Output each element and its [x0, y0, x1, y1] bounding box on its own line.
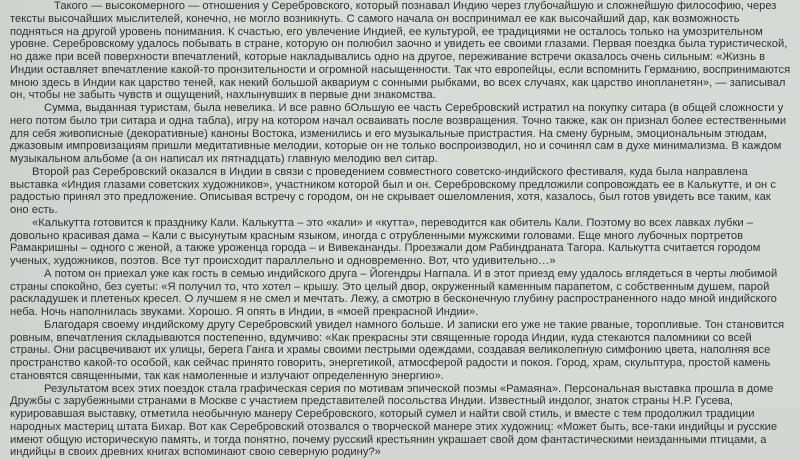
- paragraph-6: Благодаря своему индийскому другу Серебровский увидел намного больше. И записки его уже не такие рваные, торопливые. Тон становится ровным, впечатления складываются постепенно, вдумчиво: «Как прекрасны эти священные города Индии, куда стекаются паломники со всей страны. Они расцвечивают их улицы, берега Ганга и храмы своими пестрыми одеждами, создавая великолепную симфонию цвета, наполняя все пространство какой-то особой, как сейчас принято говорить, энергетикой, атмосферой радости и покоя. Город, храм, скульптура, простой камень становятся священными, так как намоленные и излучают определенную энергию».: [10, 319, 792, 383]
- paragraph-4: «Калькутта готовится к празднику Кали. Калькутта – это «кали» и «кутта», переводится как обитель Кали. Поэтому во всех лавках лубки – довольно красивая дама – Кали с высунутым красным языком, иногда с отрубленными мужскими головами. Еще много лубочных портретов Рамакришны – одного с женой, а также уроженца города – и Вивекананды. Проезжали дом Рабиндраната Тагора. Калькутта считается городом ученых, художников, поэтов. Все тут происходит параллельно и одновременно. Вот, что удивительно…»: [10, 217, 792, 268]
- paragraph-3: Второй раз Серебровский оказался в Индии в связи с проведением совместного советско-индийского фестиваля, куда была направлена выставка «Индия глазами советских художников», участником которой был и он. Серебровскому предложили сопровождать ее в Калькутте, и он с радостью принял это предложение. Описывая встречу с городом, он не скрывает ошеломления, хотя, казалось, был готов увидеть все таким, как оно есть.: [10, 166, 792, 217]
- paragraph-7: Результатом всех этих поездок стала графическая серия по мотивам эпической поэмы «Рамаяна». Персональная выставка прошла в доме Дружбы с зарубежными странами в Москве с участием представителей посольства Индии. Известный индолог, знаток страны Н.Р. Гусева, курировавшая выставку, отметила необычную манеру Серебровского, который сумел и найти свой стиль, и вместе с тем продолжил традиции народных мастериц штата Бихар. Вот как Серебровский отозвался о творческой манере этих художниц: «Может быть, все-таки индийцы и русские имеют общую историческую память, и тогда понятно, почему русский крестьянин украшает свой дом фантастическими неизданными птицами, а индийцы в своих древних книгах вспоминают свою северную родину?»: [10, 383, 792, 459]
- paragraph-1: Такого — высокомерного — отношения у Серебровского, который познавал Индию через глубочайшую и сложнейшую философию, через тексты высочайших мыслителей, конечно, не могло возникнуть. С самого начала он воспринимал ее как высочайший дар, как возможность подняться на другой уровень понимания. К счастью, его увлечение Индией, ее культурой, ее традициями не осталось только на умозрительном уровне. Серебровскому удалось побывать в стране, которую он полюбил заочно и увидеть ее своими глазами. Первая поездка была туристической, но даже при всей поверхности впечатлений, которые накладывались одно на другое, переживание встречи оказалось очень сильным: «Жизнь в Индии оставляет впечатление какой-то пронзительности и огромной насыщенности. Так что европейцы, если вспомнить Германию, воспринимаются мною здесь в Индии как царство теней, как некий большой аквариум с сонными рыбками, во всех случаях, как царство инопланетян», — записывал он, чтобы не забыть чувств и ощущений, нахлынувших в первые дни знакомства.: [10, 0, 792, 102]
- paragraph-2: Сумма, выданная туристам, была невелика. И все равно бОльшую ее часть Серебровский истратил на покупку ситара (в общей сложности у него потом было три ситара и одна табла), игру на котором начал осваивать после возвращения. Точно также, как он признал более естественными для себя живописные (декоративные) каноны Востока, изменились и его музыкальные пристрастия. На смену бурным, эмоциональным этюдам, джазовым импровизациям пришли медитативные мелодии, которые он не только воспроизводил, но и сочинял сам в духе минимализма. В каждом музыкальном альбоме (а он написал их пятнадцать) главную мелодию вел ситар.: [10, 102, 792, 166]
- paragraph-5: А потом он приехал уже как гость в семью индийского друга – Йогендры Нагпала. И в этот приезд ему удалось вглядеться в черты любимой страны спокойно, без суеты: «Я получил то, что хотел – крышу. Это целый двор, окруженный каменным парапетом, с собственным душем, парой раскладушек и плетеных кресел. О лучшем я не смел и мечтать. Лежу, а смотрю в бесконечную глубину распространенного надо мной индийского неба. Ночь наполнилась звуками. Хорошо. Я опять в Индии, в «моей прекрасной Индии».: [10, 268, 792, 319]
